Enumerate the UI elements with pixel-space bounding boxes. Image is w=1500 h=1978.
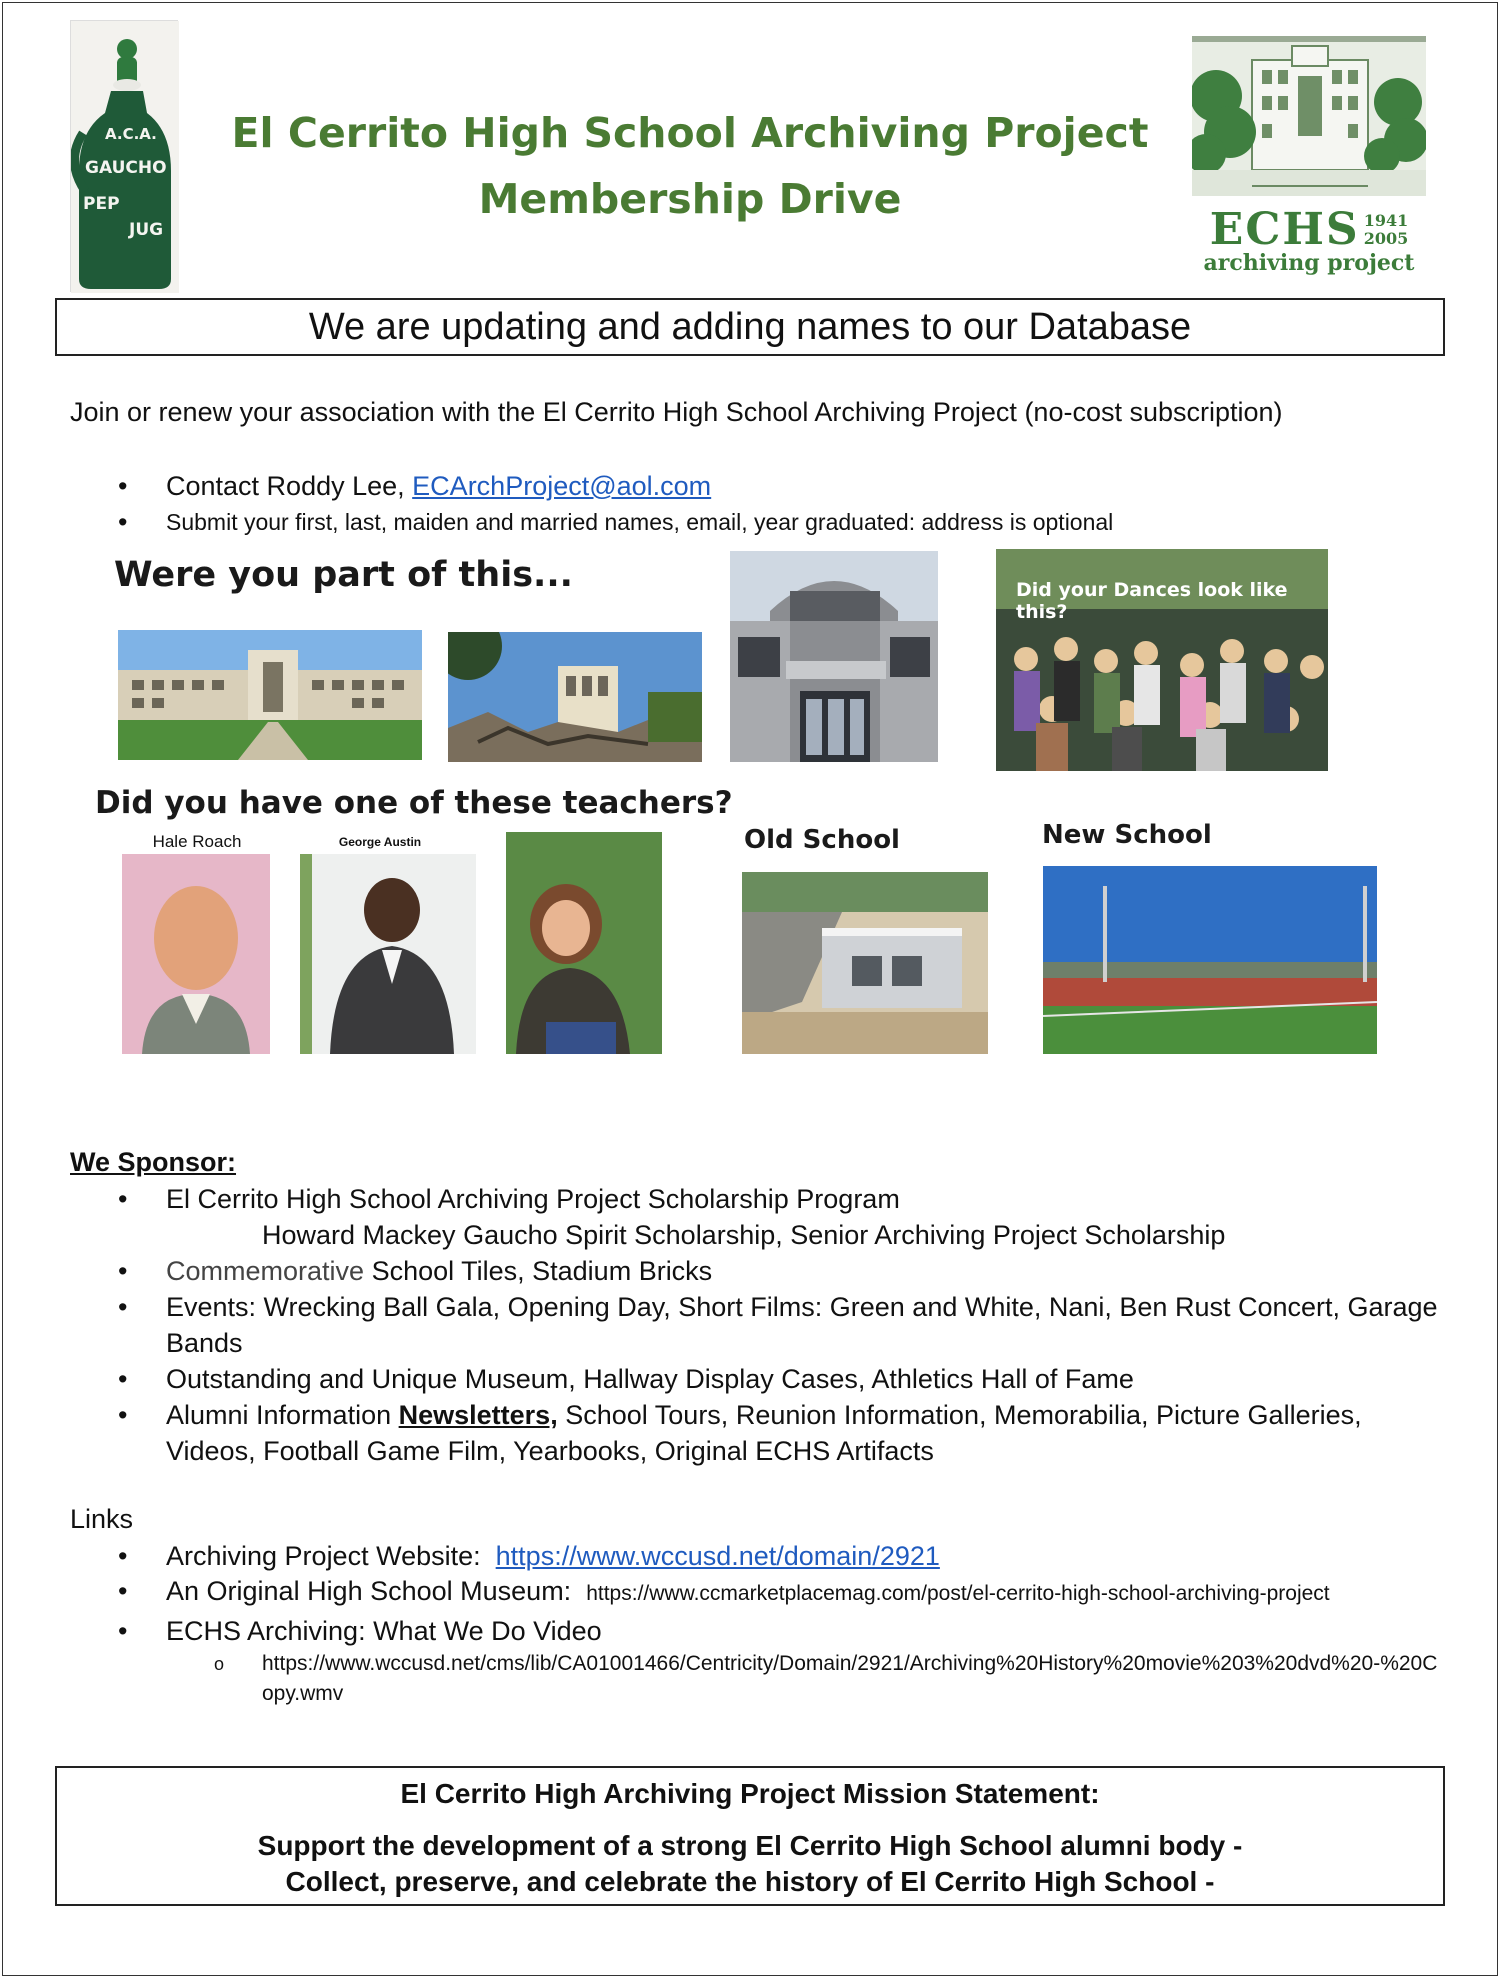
links-heading: Links (70, 1504, 134, 1534)
logo-year-end: 2005 (1363, 228, 1409, 248)
old-school-building-photo (118, 630, 422, 760)
teacher-name-hale-roach: Hale Roach (152, 832, 242, 851)
sponsor-item-alumni-info (110, 1397, 1450, 1469)
teacher-photo-bonnie-taylor (506, 832, 662, 1054)
mission-line-1: Support the development of a strong El Cerrito High School alumni body - (257, 1830, 1243, 1861)
logo-wordmark (1192, 204, 1426, 255)
sponsor-item-museum: • Outstanding and Unique Museum, Hallway Display Cases, Athletics Hall of Fame (110, 1361, 1450, 1397)
sponsor-list (110, 1181, 1450, 1469)
teachers-heading: Did you have one of these teachers? (95, 785, 733, 821)
teacher-name-george-austin: George Austin (338, 835, 422, 849)
gaucho-pep-jug-photo (70, 20, 178, 292)
museum-label: An Original High School Museum: (166, 1576, 572, 1606)
sponsor-item-scholarship: • El Cerrito High School Archiving Project Scholarship Program (110, 1181, 1450, 1217)
website-link[interactable]: https://www.wccusd.net/domain/2921 (495, 1541, 940, 1571)
contact-prefix: Contact Roddy Lee, (166, 471, 405, 501)
svg-text:A.C.A.: A.C.A. (105, 125, 157, 143)
svg-text:GAUCHO: GAUCHO (85, 158, 167, 178)
logo-year-start: 1941 (1363, 210, 1409, 230)
dance-photo (996, 549, 1328, 771)
new-school-caption: New School (1042, 820, 1212, 850)
school-building-illustration (1192, 36, 1426, 196)
new-school-entrance-photo (730, 551, 938, 762)
database-banner: We are updating and adding names to our Database (55, 298, 1445, 356)
sponsor-heading: We Sponsor: (70, 1147, 237, 1177)
dances-caption: Did your Dances look like this? (1016, 579, 1288, 623)
website-label: Archiving Project Website: (166, 1541, 481, 1571)
museum-link[interactable]: https://www.ccmarketplacemag.com/post/el-cerrito-high-school-archiving-project (586, 1582, 1330, 1605)
sponsor-item-events: • Events: Wrecking Ball Gala, Opening Day, Short Films: Green and White, Nani, Ben Rust Concert, Garage Bands (110, 1289, 1450, 1361)
tiles-text: School Tiles, Stadium Bricks (371, 1256, 713, 1286)
teacher-photo-george-austin (300, 854, 476, 1054)
newsletters-link[interactable]: Newsletters, (398, 1400, 558, 1430)
old-school-caption: Old School (744, 825, 900, 855)
intro-text: Join or renew your association with the El Cerrito High School Archiving Project (no-cost subscription) (70, 397, 1283, 427)
contact-email-link[interactable]: ECArchProject@aol.com (412, 471, 712, 501)
echs-logo (1192, 36, 1426, 278)
logo-years (1364, 212, 1409, 248)
demolition-photo (448, 632, 702, 762)
link-item-museum (110, 1574, 1450, 1609)
commemorative-text: Commemorative (166, 1256, 365, 1286)
old-school-stadium-photo (742, 872, 988, 1054)
new-school-stadium-photo (1043, 866, 1377, 1054)
mission-statement-box (55, 1766, 1445, 1906)
logo-subtitle: archiving project (1203, 250, 1415, 276)
sponsor-item-tiles (110, 1253, 1450, 1289)
alumni-info-rest: School Tours, Reunion Information, Memorabilia, Picture Galleries, Videos, Football Game Film, Yearbooks, Original ECHS Artifacts (166, 1400, 1362, 1466)
intro-bullets (110, 468, 1410, 540)
submit-bullet: • Submit your first, last, maiden and married names, email, year graduated: address is optional (110, 504, 1410, 540)
title-line-1: El Cerrito High School Archiving Project (231, 109, 1149, 157)
svg-text:PEP: PEP (83, 194, 120, 214)
link-item-website (110, 1538, 1450, 1574)
links-list (110, 1538, 1450, 1709)
teacher-photo-hale-roach (122, 854, 270, 1054)
alumni-info-prefix: Alumni Information (166, 1400, 392, 1430)
links-section (70, 1500, 1450, 1709)
sponsor-item-scholarship-detail: Howard Mackey Gaucho Spirit Scholarship, Senior Archiving Project Scholarship (262, 1220, 1226, 1250)
contact-bullet (110, 468, 1410, 504)
logo-abbrev: ECHS (1209, 204, 1360, 255)
mission-title: El Cerrito High Archiving Project Mission Statement: (400, 1778, 1100, 1809)
link-item-video: • ECHS Archiving: What We Do Video (110, 1609, 1450, 1649)
svg-text:JUG: JUG (129, 220, 164, 240)
sponsor-section (70, 1143, 1450, 1469)
page-title (190, 100, 1190, 232)
video-link[interactable]: o https://www.wccusd.net/cms/lib/CA01001466/Centricity/Domain/2921/Archiving%20History%20movie%203%20dvd%20-%20Copy.wmv (110, 1649, 1440, 1709)
were-you-part-heading: Were you part of this... (114, 555, 573, 595)
mission-line-2: Collect, preserve, and celebrate the history of El Cerrito High School - (285, 1866, 1215, 1897)
title-line-2: Membership Drive (478, 175, 902, 223)
